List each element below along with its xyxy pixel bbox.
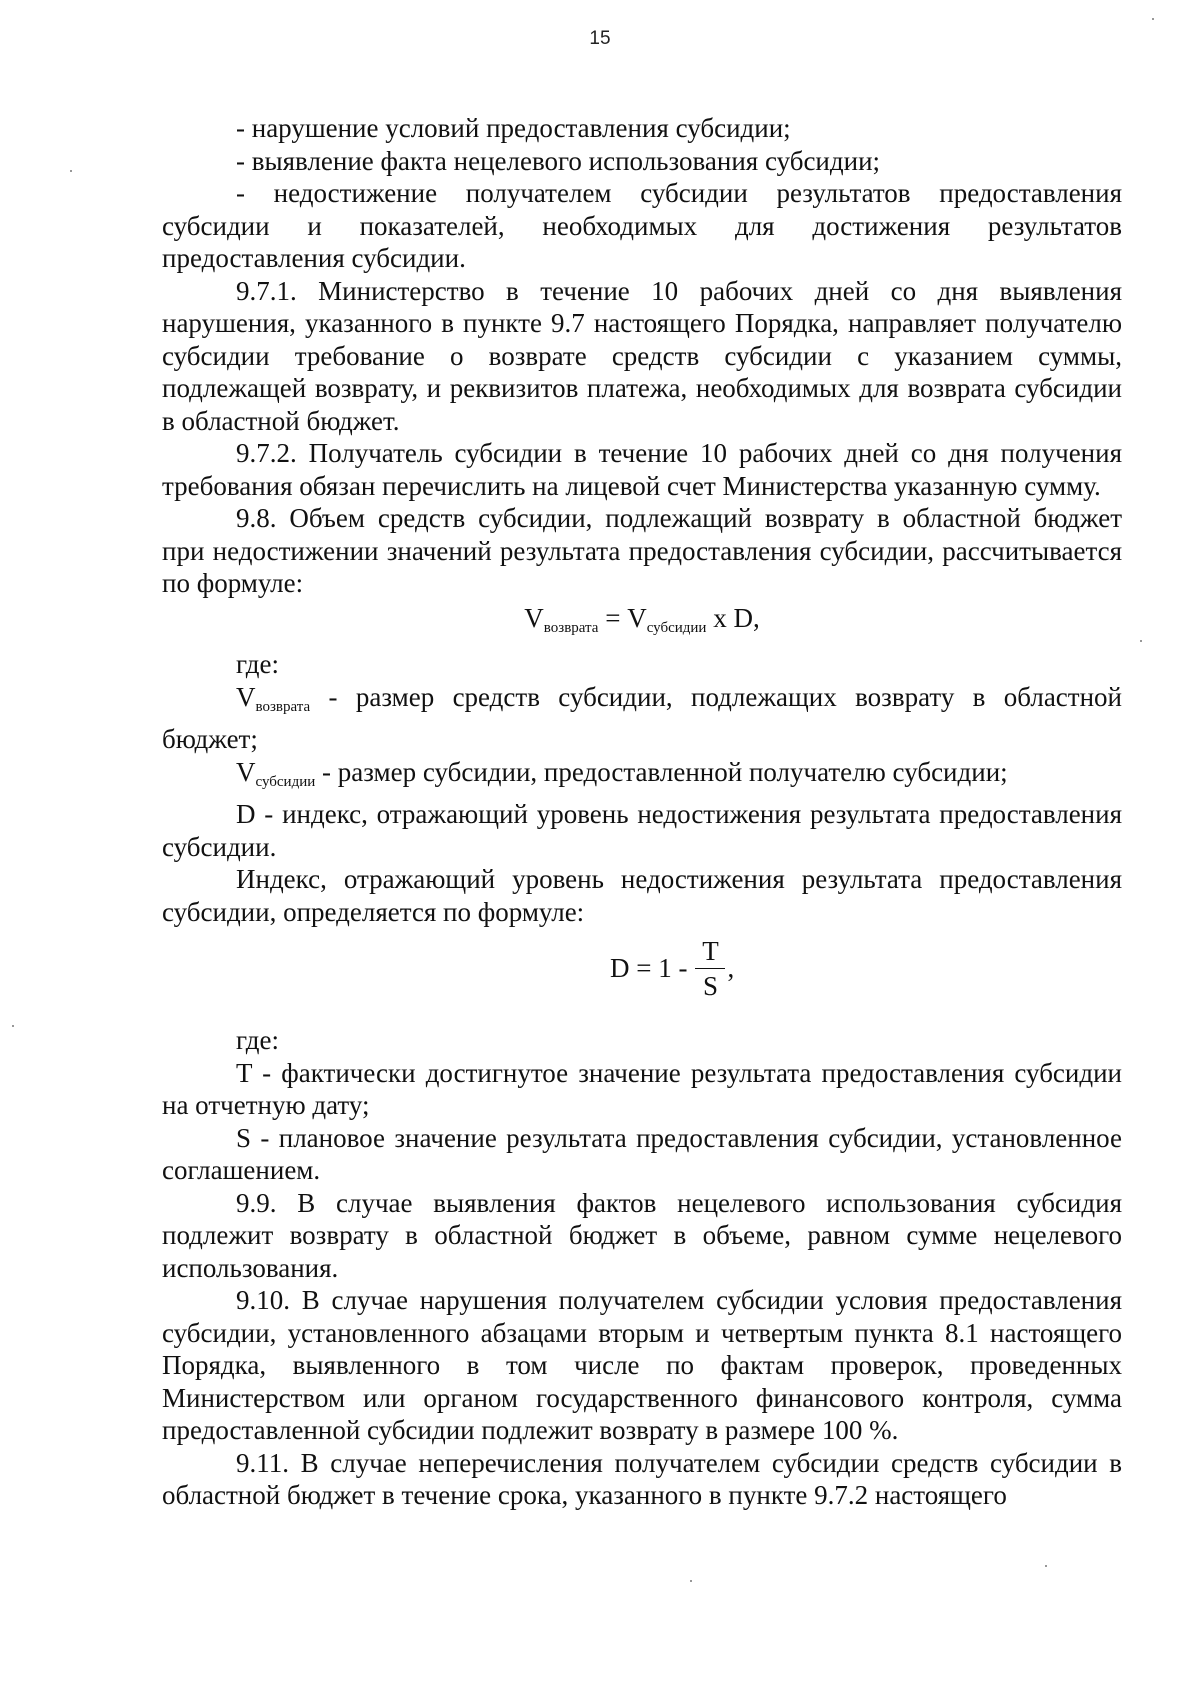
- list-item-misuse: - выявление факта нецелевого использования субсидии;: [236, 145, 881, 176]
- formula-index-tail: ,: [727, 953, 735, 984]
- list-item-violation: - нарушение условий предоставления субсидии;: [236, 113, 791, 143]
- list-item-non-achievement: - недостижение получателем субсидии результатов предоставления субсидии и показателей, необходимых для достижения результатов предоставления субсидии.: [162, 178, 1122, 273]
- scan-speck: [1152, 18, 1154, 20]
- formula-return-volume: $V_{возврата} = V_{субсидии}$ x D,: [524, 602, 760, 636]
- scan-speck: [1140, 640, 1142, 642]
- index-paragraph: Индекс, отражающий уровень недостижения результата предоставления субсидии, определяется по формуле:: [162, 864, 1122, 927]
- scan-speck: [1045, 1565, 1047, 1567]
- paragraph-9-9: 9.9. В случае выявления фактов нецелевого использования субсидия подлежит возврату в областной бюджет в объеме, равном сумме нецелевого использования.: [162, 1187, 1122, 1283]
- fraction-numerator: T: [702, 936, 719, 966]
- fraction-denominator: S: [702, 971, 718, 1001]
- scan-speck: [12, 1025, 14, 1027]
- scan-speck: [690, 1580, 692, 1582]
- scan-speck: [70, 170, 72, 172]
- where-label-2: где:: [236, 1025, 279, 1055]
- definition-t: T - фактически достигнутое значение результата предоставления субсидии на отчетную дату;: [162, 1057, 1122, 1120]
- definition-s: S - плановое значение результата предоставления субсидии, установленное соглашением.: [162, 1122, 1122, 1185]
- page-number: 15: [589, 28, 611, 49]
- fraction: [695, 934, 725, 1003]
- paragraph-9-10: 9.10. В случае нарушения получателем субсидии условия предоставления субсидии, установленного абзацами вторым и четвертым пункта 8.1 настоящего Порядка, выявленного в том числе по фактам проверок, проведенных Министерством или органом государственного финансового контроля, сумма предоставленной субсидии подлежит возврату в размере 100 %.: [162, 1285, 1122, 1445]
- definition-v-subsidy: $V_{субсидии}$ - размер субсидии, предоставленной получателю субсидии;: [236, 756, 1008, 790]
- paragraph-9-11: 9.11. В случае неперечисления получателем субсидии средств субсидии в областной бюджет в течение срока, указанного в пункте 9.7.2 настоящего: [162, 1447, 1122, 1510]
- definition-v-return: $V_{возврата}$ - размер средств субсидии, подлежащих возврату в областной бюджет;: [162, 681, 1122, 754]
- formula-index-lhs: D = 1 -: [610, 953, 688, 984]
- paragraph-9-7-2: 9.7.2. Получатель субсидии в течение 10 рабочих дней со дня получения требования обязан перечислить на лицевой счет Министерства указанную сумму.: [162, 438, 1122, 501]
- paragraph-9-7-1: 9.7.1. Министерство в течение 10 рабочих дней со дня выявления нарушения, указанного в пункте 9.7 настоящего Порядка, направляет получателю субсидии требование о возврате средств субсидии с указанием суммы, подлежащей возврату, и реквизитов платежа, необходимых для возврата субсидии в областной бюджет.: [162, 275, 1122, 436]
- formula-index: [162, 928, 1122, 1024]
- paragraph-9-8: 9.8. Объем средств субсидии, подлежащий возврату в областной бюджет при недостижении значений результата предоставления субсидии, рассчитывается по формуле:: [162, 503, 1122, 598]
- definition-d: D - индекс, отражающий уровень недостижения результата предоставления субсидии.: [162, 799, 1122, 862]
- where-label: где:: [236, 649, 279, 679]
- document-body: [162, 112, 1122, 1512]
